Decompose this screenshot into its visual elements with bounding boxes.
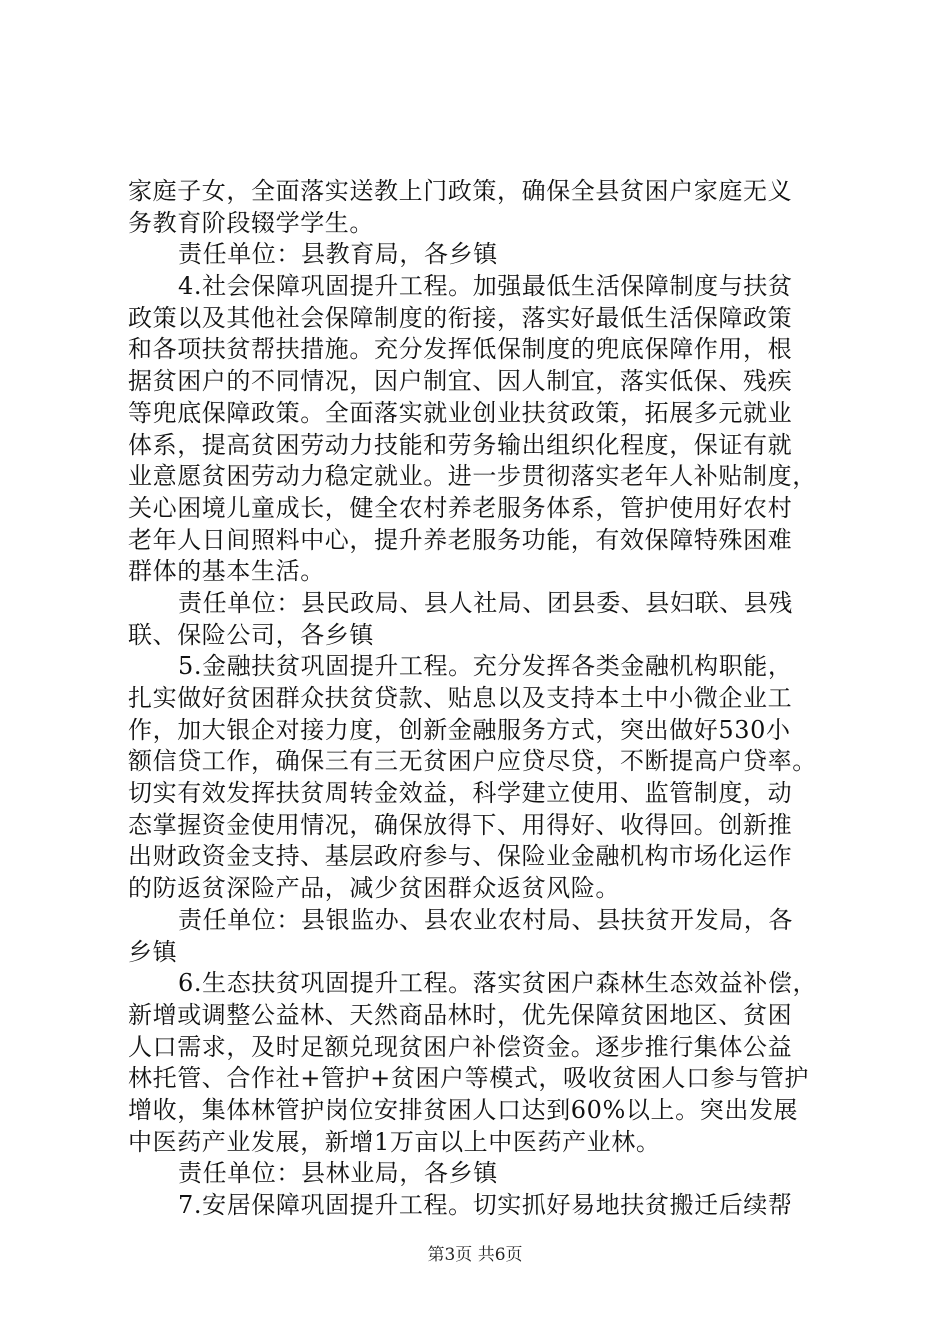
text-line: 群体的基本生活。 <box>128 557 325 586</box>
text-line: 5.金融扶贫巩固提升工程。充分发挥各类金融机构职能， <box>178 652 793 681</box>
text-line: 人口需求，及时足额兑现贫困户补偿资金。逐步推行集体公益 <box>128 1032 793 1061</box>
text-line: 体系，提高贫困劳动力技能和劳务输出组织化程度，保证有就 <box>128 430 793 459</box>
text-line: 关心困境儿童成长，健全农村养老服务体系，管护使用好农村 <box>128 493 793 522</box>
text-line: 务教育阶段辍学学生。 <box>128 208 374 237</box>
text-line: 乡镇 <box>128 937 178 966</box>
text-line: 作，加大银企对接力度，创新金融服务方式，突出做好530小 <box>128 715 791 744</box>
text-line: 和各项扶贫帮扶措施。充分发挥低保制度的兜底保障作用，根 <box>128 335 793 364</box>
text-line: 政策以及其他社会保障制度的衔接，落实好最低生活保障政策 <box>128 303 793 332</box>
text-line: 联、保险公司，各乡镇 <box>128 620 374 649</box>
text-line: 业意愿贫困劳动力稳定就业。进一步贯彻落实老年人补贴制度， <box>128 462 817 491</box>
text-line: 责任单位：县教育局，各乡镇 <box>178 240 498 269</box>
text-line: 林托管、合作社+管护+贫困户等模式，吸收贫困人口参与管护 <box>128 1064 810 1093</box>
text-line: 6.生态扶贫巩固提升工程。落实贫困户森林生态效益补偿， <box>178 969 818 998</box>
text-line: 老年人日间照料中心，提升养老服务功能，有效保障特殊困难 <box>128 525 793 554</box>
text-line: 态掌握资金使用情况，确保放得下、用得好、收得回。创新推 <box>128 810 793 839</box>
text-line: 扎实做好贫困群众扶贫贷款、贴息以及支持本土中小微企业工 <box>128 684 793 712</box>
text-line: 切实有效发挥扶贫周转金效益，科学建立使用、监管制度，动 <box>128 779 793 808</box>
text-line: 中医药产业发展，新增1万亩以上中医药产业林。 <box>128 1127 661 1156</box>
text-line: 据贫困户的不同情况，因户制宜、因人制宜，落实低保、残疾 <box>128 367 793 396</box>
text-line: 责任单位：县银监办、县农业农村局、县扶贫开发局，各 <box>178 905 793 934</box>
text-line: 7.安居保障巩固提升工程。切实抓好易地扶贫搬迁后续帮 <box>178 1191 793 1219</box>
text-line: 额信贷工作，确保三有三无贫困户应贷尽贷，不断提高户贷率。 <box>128 747 817 776</box>
text-line: 责任单位：县林业局，各乡镇 <box>178 1159 498 1188</box>
text-line: 等兜底保障政策。全面落实就业创业扶贫政策，拓展多元就业 <box>128 398 793 427</box>
text-line: 家庭子女，全面落实送教上门政策，确保全县贫困户家庭无义 <box>128 177 793 205</box>
text-line: 新增或调整公益林、天然商品林时，优先保障贫困地区、贫困 <box>128 1000 793 1029</box>
page-footer: 第3页 共6页 <box>427 1245 523 1265</box>
text-line: 4.社会保障巩固提升工程。加强最低生活保障制度与扶贫 <box>178 272 793 301</box>
text-line: 责任单位：县民政局、县人社局、团县委、县妇联、县残 <box>178 588 793 617</box>
text-line: 的防返贫深险产品，减少贫困群众返贫风险。 <box>128 874 620 903</box>
text-line: 增收，集体林管护岗位安排贫困人口达到60%以上。突出发展 <box>128 1095 799 1124</box>
document-body <box>128 176 833 1222</box>
text-line: 出财政资金支持、基层政府参与、保险业金融机构市场化运作 <box>128 842 793 871</box>
